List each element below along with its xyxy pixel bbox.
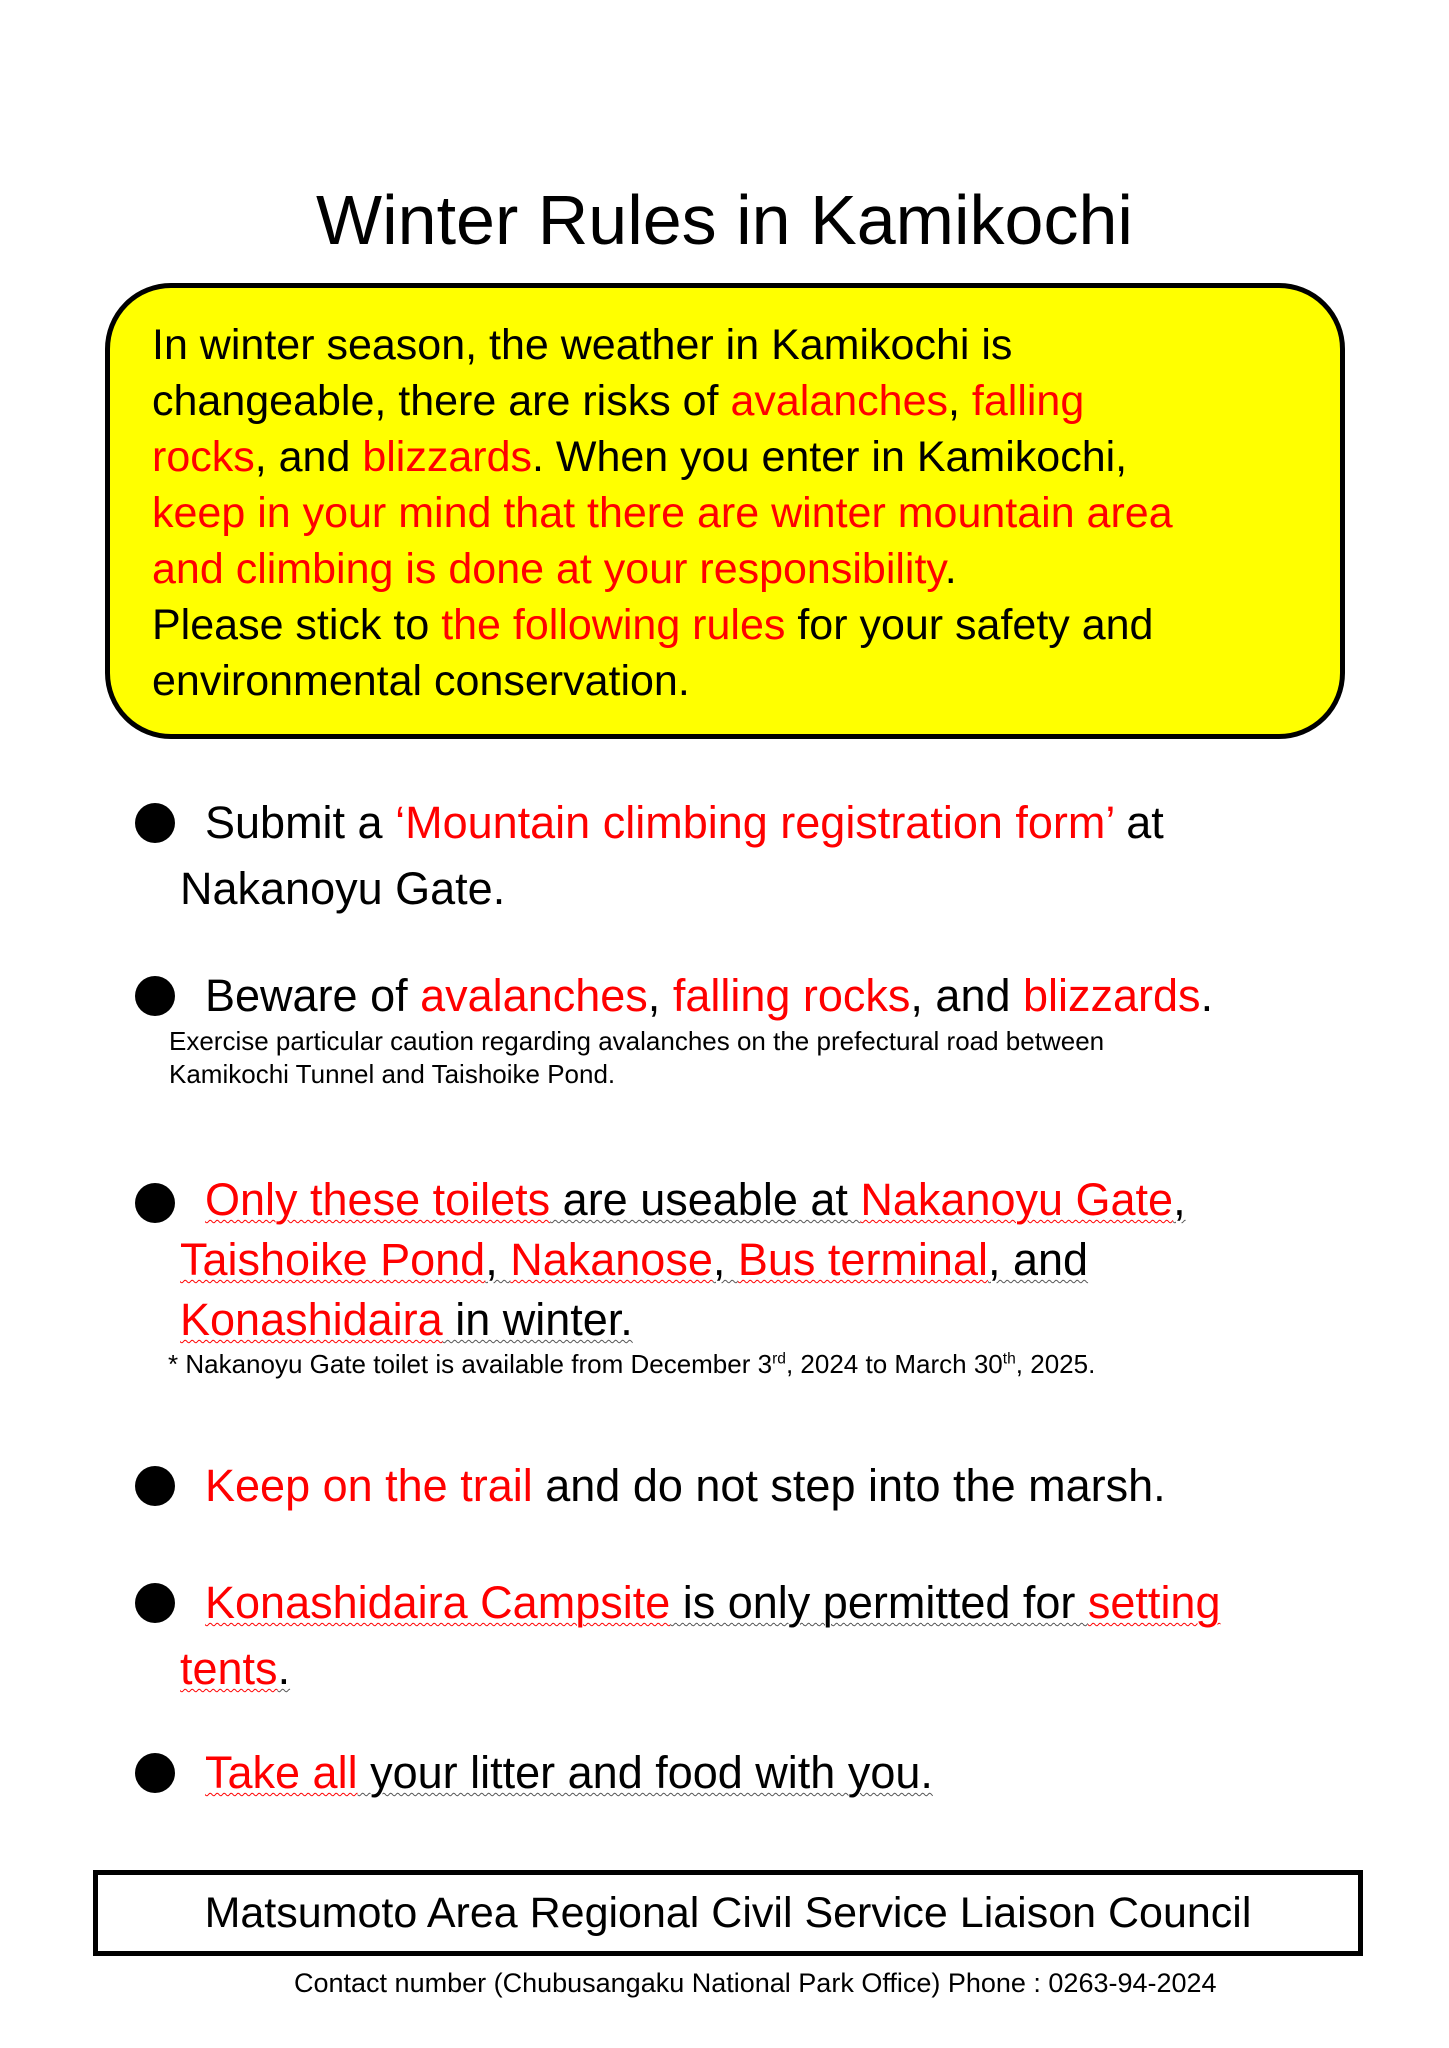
rule-text-part: are useable at bbox=[550, 1174, 861, 1225]
rule-text-part: , bbox=[1173, 1174, 1186, 1225]
rule-line bbox=[135, 1290, 1375, 1350]
bullet-icon bbox=[135, 1753, 175, 1793]
rule-highlight: Only these toilets bbox=[205, 1174, 551, 1225]
rule-text-part: Beware of bbox=[205, 970, 421, 1021]
intro-text: , bbox=[948, 377, 972, 425]
rule-line bbox=[135, 1636, 1375, 1702]
rule-highlight: tents bbox=[180, 1643, 278, 1694]
council-name-box bbox=[93, 1870, 1363, 1956]
rule-highlight: Taishoike Pond bbox=[180, 1234, 486, 1285]
intro-text: changeable, there are risks of bbox=[152, 377, 731, 425]
rule-note-part: , 2025. bbox=[1015, 1349, 1096, 1379]
rule-text-part: . bbox=[277, 1643, 291, 1694]
intro-line-3 bbox=[152, 429, 1320, 485]
rule-note-superscript: th bbox=[1002, 1350, 1016, 1368]
rule-note-part: * Nakanoyu Gate toilet is available from December 3 bbox=[168, 1349, 773, 1379]
rule-text-part: at bbox=[1113, 797, 1164, 848]
rule-text-part: in winter. bbox=[442, 1294, 633, 1345]
intro-highlight-avalanches: avalanches bbox=[730, 377, 948, 425]
rule-text-part: , and bbox=[910, 970, 1023, 1021]
rule-litter bbox=[135, 1740, 1375, 1806]
rule-line bbox=[135, 1453, 1375, 1519]
intro-line-4 bbox=[152, 485, 1320, 541]
rule-text-part: is only permitted for bbox=[670, 1577, 1088, 1628]
intro-line-1 bbox=[152, 317, 1320, 373]
rule-line bbox=[135, 1230, 1375, 1290]
intro-text: for your safety and bbox=[785, 601, 1154, 649]
rule-text bbox=[135, 790, 1375, 922]
intro-highlight-responsibility: keep in your mind that there are winter mountain area bbox=[152, 489, 1173, 537]
rule-text-part: Submit a bbox=[205, 797, 396, 848]
rule-highlight: Keep on the trail bbox=[205, 1460, 533, 1511]
intro-text: Please stick to bbox=[152, 601, 442, 649]
intro-highlight-blizzards: blizzards bbox=[362, 433, 532, 481]
bullet-icon bbox=[135, 1183, 175, 1223]
rule-highlight: Take all bbox=[205, 1747, 358, 1798]
intro-highlight-responsibility-end: and climbing is done at your responsibility bbox=[152, 545, 945, 593]
rule-text bbox=[135, 1740, 1375, 1806]
rule-toilets bbox=[135, 1170, 1375, 1381]
rule-campsite bbox=[135, 1570, 1375, 1702]
rule-line bbox=[135, 790, 1375, 856]
rule-note-line: Exercise particular caution regarding avalanches on the prefectural road between bbox=[169, 1026, 1105, 1056]
intro-notice-box bbox=[105, 283, 1345, 739]
intro-highlight-following-rules: the following rules bbox=[441, 601, 786, 649]
rule-note bbox=[135, 1348, 1375, 1381]
rule-registration bbox=[135, 790, 1375, 922]
rule-highlight: avalanches bbox=[420, 970, 648, 1021]
rule-note-superscript: rd bbox=[772, 1350, 786, 1368]
rule-highlight: Konashidaira Campsite bbox=[205, 1577, 671, 1628]
intro-line-6 bbox=[152, 597, 1320, 653]
rule-line bbox=[135, 856, 1375, 922]
rule-highlight: Nakanose bbox=[510, 1234, 713, 1285]
rule-highlight: setting bbox=[1087, 1577, 1221, 1628]
rule-line bbox=[135, 963, 1375, 1029]
rule-highlight: falling rocks bbox=[672, 970, 911, 1021]
intro-highlight-rocks: rocks bbox=[152, 433, 255, 481]
rule-note-part: , 2024 to March 30 bbox=[785, 1349, 1003, 1379]
rule-text bbox=[135, 1570, 1375, 1702]
rule-beware bbox=[135, 963, 1375, 1091]
intro-text: environmental conservation. bbox=[152, 657, 690, 705]
rule-line bbox=[135, 1170, 1375, 1230]
rule-text bbox=[135, 1170, 1375, 1350]
rule-highlight: ‘Mountain climbing registration form’ bbox=[395, 797, 1114, 848]
rule-text-part: , bbox=[647, 970, 673, 1021]
rule-line bbox=[135, 1740, 1375, 1806]
intro-text: , and bbox=[254, 433, 363, 481]
intro-highlight-falling: falling bbox=[971, 377, 1085, 425]
intro-text: . When you enter in Kamikochi, bbox=[532, 433, 1128, 481]
rule-text bbox=[135, 963, 1375, 1029]
rule-note bbox=[135, 1025, 1375, 1091]
bullet-icon bbox=[135, 803, 175, 843]
rule-text-part: , and bbox=[987, 1234, 1089, 1285]
intro-line-5 bbox=[152, 541, 1320, 597]
page-title: Winter Rules in Kamikochi bbox=[316, 181, 1133, 259]
rule-trail bbox=[135, 1453, 1375, 1519]
rule-text-part: . bbox=[1200, 970, 1214, 1021]
rule-highlight: Bus terminal bbox=[737, 1234, 988, 1285]
intro-text: . bbox=[944, 545, 957, 593]
rule-text-part: Nakanoyu Gate. bbox=[180, 863, 506, 914]
rule-text-part: , bbox=[485, 1234, 511, 1285]
intro-line-7 bbox=[152, 653, 1320, 709]
council-name: Matsumoto Area Regional Civil Service Liaison Council bbox=[204, 1889, 1252, 1937]
bullet-icon bbox=[135, 1583, 175, 1623]
intro-line-2 bbox=[152, 373, 1320, 429]
rule-highlight: Konashidaira bbox=[180, 1294, 443, 1345]
rule-text-part: , bbox=[712, 1234, 738, 1285]
rule-note-line: Kamikochi Tunnel and Taishoike Pond. bbox=[169, 1059, 616, 1089]
bullet-icon bbox=[135, 1466, 175, 1506]
rule-text bbox=[135, 1453, 1375, 1519]
rule-line bbox=[135, 1570, 1375, 1636]
contact-number: Contact number (Chubusangaku National Park Office) Phone : 0263-94-2024 bbox=[294, 1968, 1217, 1998]
rule-highlight: blizzards bbox=[1023, 970, 1201, 1021]
rule-text-part: and do not step into the marsh. bbox=[532, 1460, 1166, 1511]
rule-highlight: Nakanoyu Gate bbox=[860, 1174, 1174, 1225]
rule-text-part: your litter and food with you. bbox=[357, 1747, 933, 1798]
intro-text: In winter season, the weather in Kamikochi is bbox=[152, 321, 1013, 369]
bullet-icon bbox=[135, 976, 175, 1016]
